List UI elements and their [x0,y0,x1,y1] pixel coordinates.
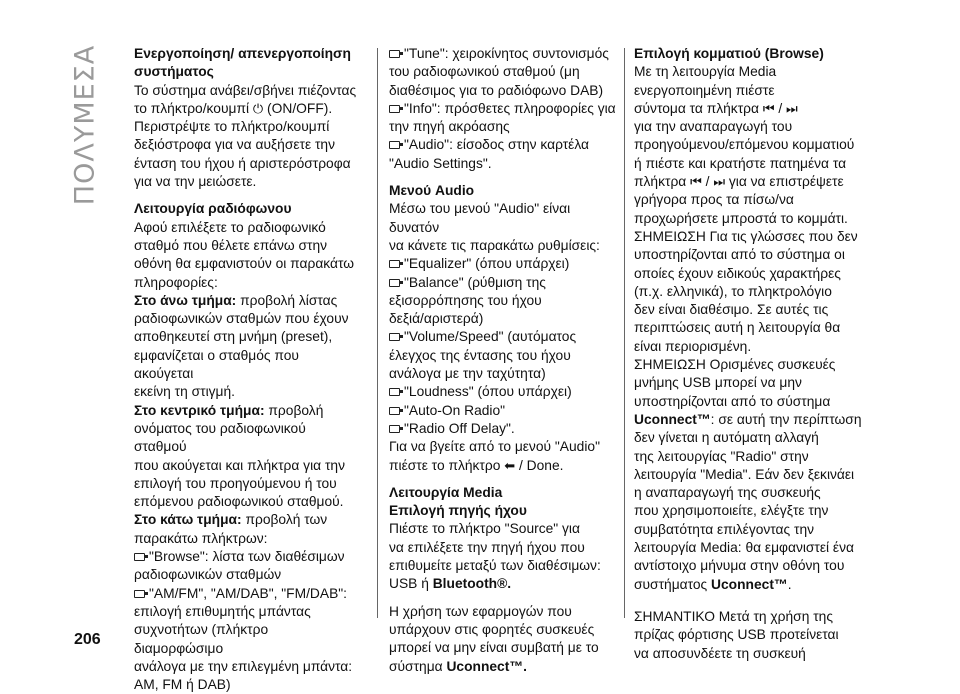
paragraph-note-keyboard: ΣΗΜΕΙΩΣΗ Για τις γλώσσες που δεν υποστηρίζονται από το σύστημα οι οποίες έχουν ειδικούς χαρακτήρες (π.χ. ελληνικά), το πληκτρολόγιο δεν είναι διαθέσιμο. Σε αυτές τις περιπτώσεις αυτή η λειτουργία θα είναι περιορισμένη. [634,228,858,354]
column-2 [389,45,617,676]
paragraph-browse: Με τη λειτουργία Media ενεργοποιημένη πιέστε σύντομα τα πλήκτρα ⏮ / ⏭ για την αναπαραγωγή του προηγούμενου/επόμενου κομματιού ή πιέστε και κρατήστε πατημένα τα πλήκτρα ⏮ / ⏭ για να επιστρέψετε γρήγορα προς τα πίσω/να προχωρήσετε μπροστά το κομμάτι. [634,64,855,226]
list-item: "Radio Off Delay". [389,420,617,438]
column-3 [634,45,864,663]
button-bullet-icon [389,105,400,113]
list-item: "AM/FM", "AM/DAB", "FM/DAB": επιλογή επιθυμητής μπάντας συχνοτήτων (πλήκτρο διαμορφώσιμο ανάλογα με την επιλεγμένη μπάντα: AM, FM ή DAB) [134,585,353,693]
button-bullet-icon [389,50,400,58]
skip-previous-icon: ⏮ [762,100,775,116]
paragraph-radio: Αφού επιλέξετε το ραδιοφωνικό σταθμό που θέλετε επάνω στην οθόνη θα εμφανιστούν οι παρακάτω πληροφορίες: [134,219,355,290]
button-bullet-icon [389,260,400,268]
paragraph-apps: Η χρήση των εφαρμογών που υπάρχουν στις φορητές συσκευές μπορεί να μην είναι συμβατή με το σύστημα Uconnect™. [389,603,599,674]
section-tab-label: ΠΟΛΥΜΕΣΑ [69,44,101,206]
paragraph-note-usb: ΣΗΜΕΙΩΣΗ Ορισμένες συσκευές μνήμης USB μπορεί να μην υποστηρίζονται από το σύστημα Uconnect™: σε αυτή την περίπτωση δεν γίνεται η αυτόματη αλλαγή της λειτουργίας "Radio" στην λειτουργία "Media". Εάν δεν ξεκινάει η αναπαραγωγή της συσκευής που χρησιμοποιείτε, ελέγξτε την συμβατότητα επιλέγοντας την λειτουργία Media: θα εμφανιστεί ένα αντίστοιχο μήνυμα στην οθόνη του συστήματος Uconnect™. [634,357,862,592]
list-item: "Info": πρόσθετες πληροφορίες για την πηγή ακρόασης [389,100,616,135]
paragraph-bottom-section: Στο κάτω τμήμα: προβολή των παρακάτω πλήκτρων: [134,512,328,546]
button-bullet-icon [389,333,400,341]
button-bullet-icon [389,279,400,287]
paragraph-important-usb: ΣΗΜΑΝΤΙΚΟ Μετά τη χρήση της πρίζας φόρτισης USB προτείνεται να αποσυνδέετε τη συσκευή [634,608,839,661]
button-bullet-icon [134,553,145,561]
button-bullet-icon [389,141,400,149]
list-item: "Balance" (ρύθμιση της εξισορρόπησης του ήχου δεξιά/αριστερά) [389,274,546,327]
list-item: "Loudness" (όπου υπάρχει) [389,383,617,401]
button-bullet-icon [389,425,400,433]
paragraph-exit-audio: Για να βγείτε από το μενού "Audio" πιέστε το πλήκτρο ⬅ / Done. [389,438,617,475]
power-icon: ⏻ [252,100,264,116]
button-bullet-icon [134,590,145,598]
heading-media: Λειτουργία Media Επιλογή πηγής ήχου [389,484,527,519]
heading-radio: Λειτουργία ραδιόφωνου [134,201,292,217]
list-item: "Volume/Speed" (αυτόματος έλεγχος της έντασης του ήχου ανάλογα με την ταχύτητα) [389,329,577,382]
paragraph-audio-menu: Μέσω του μενού "Audio" είναι δυνατόν να κάνετε τις παρακάτω ρυθμίσεις: [389,201,600,253]
paragraph-top-section: Στο άνω τμήμα: προβολή λίστας ραδιοφωνικών σταθμών που έχουν αποθηκευτεί στη μνήμη (preset), εμφανίζεται ο σταθμός που ακούγεται εκείνη τη στιγμή. [134,292,349,400]
list-item: "Audio": είσοδος στην καρτέλα "Audio Settings". [389,137,589,171]
column-divider [377,48,378,618]
paragraph-source: Πιέστε το πλήκτρο "Source" για να επιλέξετε την πηγή ήχου που επιθυμείτε μεταξύ των διαθέσιμων: USB ή Bluetooth®. [389,521,601,592]
paragraph-on-off: Το σύστημα ανάβει/σβήνει πιέζοντας το πλήκτρο/κουμπί ⏻ (ON/OFF). Περιστρέψτε το πλήκτρο/κουμπί δεξιόστροφα για να αυξήσετε την ένταση του ήχου ή αριστερόστροφα για να την μειώσετε. [134,82,357,190]
skip-previous-icon: ⏮ [690,174,702,190]
back-arrow-icon: ⬅ [504,457,516,473]
paragraph-middle-section: Στο κεντρικό τμήμα: προβολή ονόματος του ραδιοφωνικού σταθμού που ακούγεται και πλήκτρα για την επιλογή του προηγούμενου ή του επόμενου ραδιοφωνικού σταθμού. [134,402,345,510]
button-bullet-icon [389,388,400,396]
button-bullet-icon [389,407,400,415]
list-item: "Browse": λίστα των διαθέσιμων ραδιοφωνικών σταθμών [134,549,345,583]
heading-browse: Επιλογή κομματιού (Browse) [634,46,824,61]
list-item: "Equalizer" (όπου υπάρχει) [389,255,617,273]
column-divider [624,48,625,618]
heading-on-off: Ενεργοποίηση/ απενεργοποίηση συστήματος [134,46,351,80]
skip-next-icon: ⏭ [713,174,726,190]
heading-audio-menu: Μενού Audio [389,183,475,199]
column-1 [134,45,360,694]
list-item: "Tune": χειροκίνητος συντονισμός του ραδιοφωνικού σταθμού (μη διαθέσιμος για το ραδιόφωνο DAB) [389,46,609,98]
list-item: "Auto-On Radio" [389,402,617,420]
skip-next-icon: ⏭ [786,100,798,116]
section-tab [70,45,100,205]
page-number: 206 [74,631,101,648]
